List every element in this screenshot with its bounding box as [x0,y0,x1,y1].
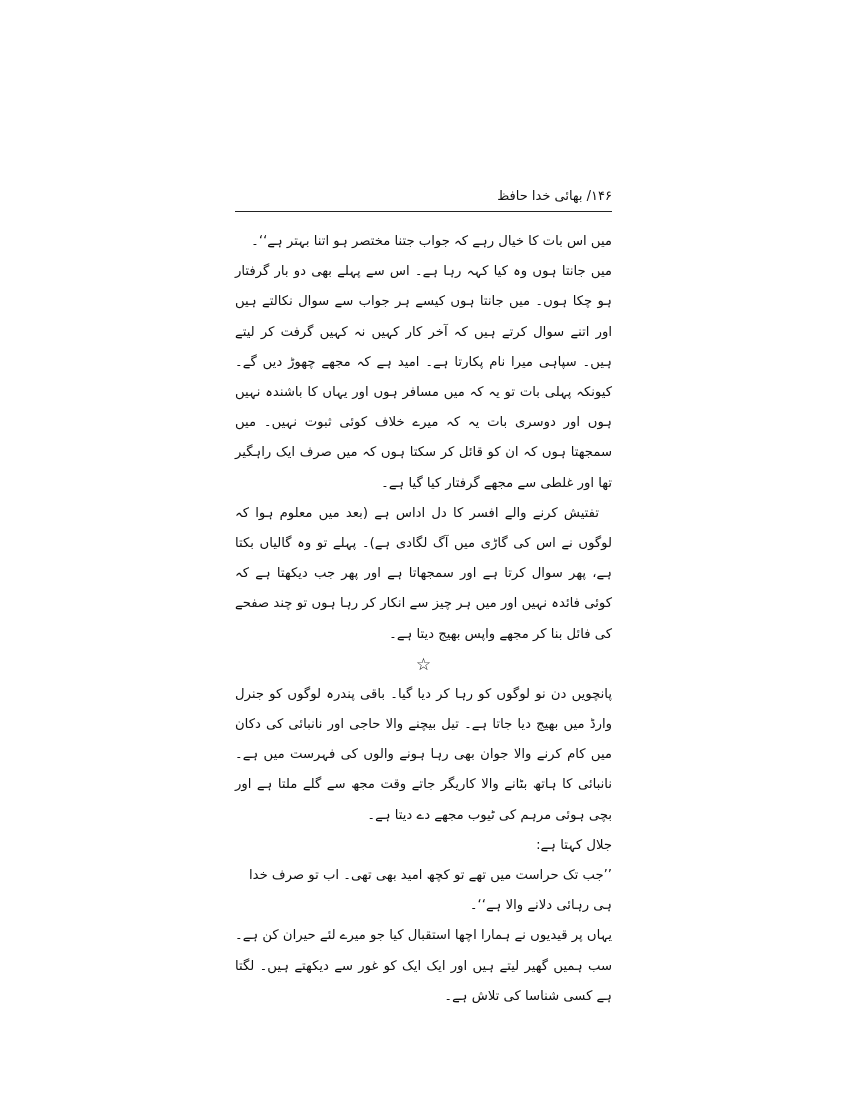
block-quote: ’’جب تک حراست میں تھے تو کچھ امید بھی تھی۔ اب تو صرف خدا ہی رہائی دلانے والا ہے‘‘۔ [249,868,612,914]
paragraph-1: میں اس بات کا خیال رہے کہ جواب جتنا مختصر ہو اتنا بہتر ہے‘‘۔ [251,234,612,249]
page-body [235,227,612,1012]
header-divider [235,211,612,212]
section-separator-star: ☆ [415,654,432,675]
paragraph-3: تفتیش کرنے والے افسر کا دل اداس ہے (بعد میں معلوم ہوا کہ لوگوں نے اس کی گاڑی میں آگ لگادی ہے)۔ پہلے تو وہ گالیاں بکتا ہے، پھر سوال کرتا ہے اور سمجھاتا ہے اور پھر جب دیکھتا ہے کہ کوئی فائدہ نہیں اور میں ہر چیز سے انکار کر رہا ہوں تو چند صفحے کی فائل بنا کر مجھے واپس بھیج دیتا ہے۔ [235,505,612,642]
speaker-line: جلال کہتا ہے: [536,837,612,853]
closing-paragraph: یہاں پر قیدیوں نے ہمارا اچھا استقبال کیا جو میرے لئے حیران کن ہے۔ سب ہمیں گھیر لیتے ہیں اور ایک ایک کو غور سے دیکھتے ہیں۔ لگتا ہے کسی شناسا کی تلاش ہے۔ [235,928,612,1004]
paragraph-2: میں جانتا ہوں وہ کیا کہہ رہا ہے۔ اس سے پہلے بھی دو بار گرفتار ہو چکا ہوں۔ میں جانتا ہوں کیسے ہر جواب سے سوال نکالتے ہیں اور اتنے سوال کرتے ہیں کہ آخر کار کہیں نہ کہیں گرفت کر لیتے ہیں۔ سپاہی میرا نام پکارتا ہے۔ امید ہے کہ مجھے چھوڑ دیں گے۔ کیونکہ پہلی بات تو یہ کہ میں مسافر ہوں اور یہاں کا باشندہ نہیں ہوں اور دوسری بات یہ کہ میرے خلاف کوئی ثبوت نہیں۔ میں سمجھتا ہوں کہ ان کو قائل کر سکتا ہوں کہ میں صرف ایک راہگیر تھا اور غلطی سے مجھے گرفتار کیا گیا ہے۔ [235,264,612,491]
running-header: ۱۴۶/ بھائی خدا حافظ [497,189,612,204]
paragraph-4: پانچویں دن نو لوگوں کو رہا کر دیا گیا۔ باقی پندرہ لوگوں کو جنرل وارڈ میں بھیج دیا جاتا ہے۔ تیل بیچنے والا حاجی اور نانبائی کی دکان میں کام کرنے والا جوان بھی رہا ہونے والوں کی فہرست میں ہے۔ نانبائی کا ہاتھ بٹانے والا کاریگر جاتے وقت مجھ سے گلے ملتا ہے اور بچی ہوئی مرہم کی ٹیوب مجھے دے دیتا ہے۔ [235,686,612,823]
